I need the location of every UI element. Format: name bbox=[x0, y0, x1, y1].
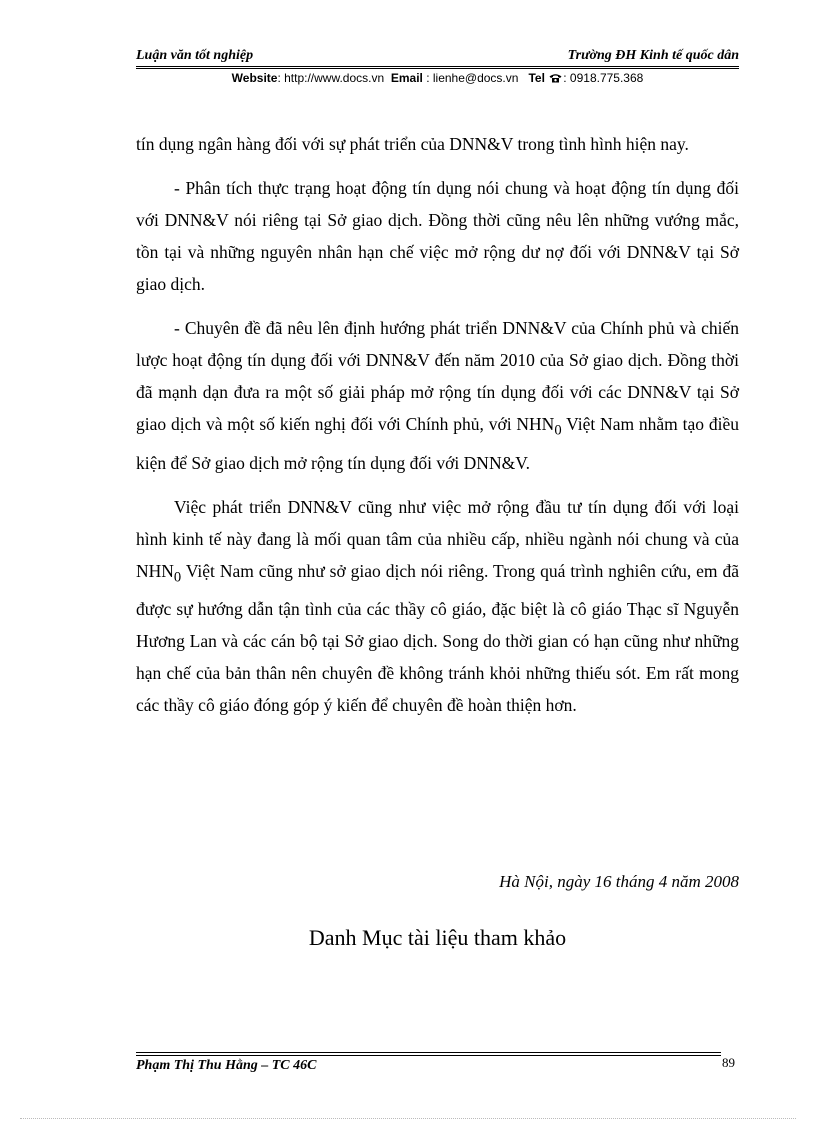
paragraph-text: - Chuyên đề đã nêu lên định hướng phát triển DNN&V của Chính phủ và chiến lược hoạt động tín dụng đối với DNN&V đến năm 2010 của Sở giao dịch. Đồng thời đã mạnh dạn đưa ra một số giải pháp mở rộng tín dụng đối với các DNN&V tại Sở giao dịch và một số kiến nghị đối với Chính phủ, với NHN bbox=[136, 318, 739, 434]
header-rule bbox=[136, 66, 739, 67]
footer-author: Phạm Thị Thu Hằng – TC 46C bbox=[136, 1058, 317, 1073]
subscript: 0 bbox=[173, 569, 182, 585]
contact-line bbox=[136, 71, 739, 85]
website-label: Website bbox=[231, 71, 278, 85]
paragraph-text: Việc phát triển DNN&V cũng như việc mở rộng đầu tư tín dụng đối với loại hình kinh tế này đang là mối quan tâm của nhiều cấp, nhiều ngành nói chung và của NHN bbox=[136, 496, 739, 581]
paragraph bbox=[136, 491, 739, 722]
header-left-title: Luận văn tốt nghiệp bbox=[136, 48, 254, 63]
page-edge-divider bbox=[20, 1118, 796, 1119]
footer-rule bbox=[136, 1055, 721, 1056]
footer-rule bbox=[136, 1052, 721, 1053]
paragraph-text: Việt Nam nhằm tạo điều kiện để Sở giao dịch mở rộng tín dụng đối với DNN&V. bbox=[136, 414, 739, 473]
date-line: Hà Nội, ngày 16 tháng 4 năm 2008 bbox=[499, 872, 739, 891]
section-title: Danh Mục tài liệu tham khảo bbox=[308, 925, 567, 950]
paragraph-text: Việt Nam cũng như sở giao dịch nói riêng. Trong quá trình nghiên cứu, em đã được sự hướng dẫn tận tình của các thầy cô giáo, đặc biệt là cô giáo Thạc sĩ Nguyễn Hương Lan và các cán bộ tại Sở giao dịch. Song do thời gian có hạn cũng như những hạn chế của bản thân nên chuyên đề không tránh khỏi những thiếu sót. Em rất mong các thầy cô giáo đóng góp ý kiến để chuyên đề hoàn thiện hơn. bbox=[136, 560, 739, 715]
tel-label: Tel bbox=[528, 71, 545, 85]
main-content bbox=[136, 128, 739, 733]
header-rule bbox=[136, 68, 739, 69]
subscript: 0 bbox=[554, 422, 562, 439]
email-label: Email bbox=[390, 71, 423, 85]
tel-value: : 0918.775.368 bbox=[563, 71, 644, 85]
page-number: 89 bbox=[722, 1055, 735, 1070]
email-value: : lienhe@docs.vn bbox=[426, 71, 519, 85]
header-right-title: Trường ĐH Kinh tế quốc dân bbox=[567, 48, 739, 63]
paragraph: - Phân tích thực trạng hoạt động tín dụng nói chung và hoạt động tín dụng đối với DNN&V nói riêng tại Sở giao dịch. Đồng thời cũng nêu lên những vướng mắc, tồn tại và những nguyên nhân hạn chế việc mở rộng dư nợ đối với DNN&V tại Sở giao dịch. bbox=[136, 178, 739, 294]
website-value: : http://www.docs.vn bbox=[277, 71, 385, 85]
telephone-icon bbox=[549, 73, 562, 83]
paragraph: tín dụng ngân hàng đối với sự phát triển của DNN&V trong tình hình hiện nay. bbox=[136, 134, 689, 154]
paragraph bbox=[136, 312, 739, 479]
